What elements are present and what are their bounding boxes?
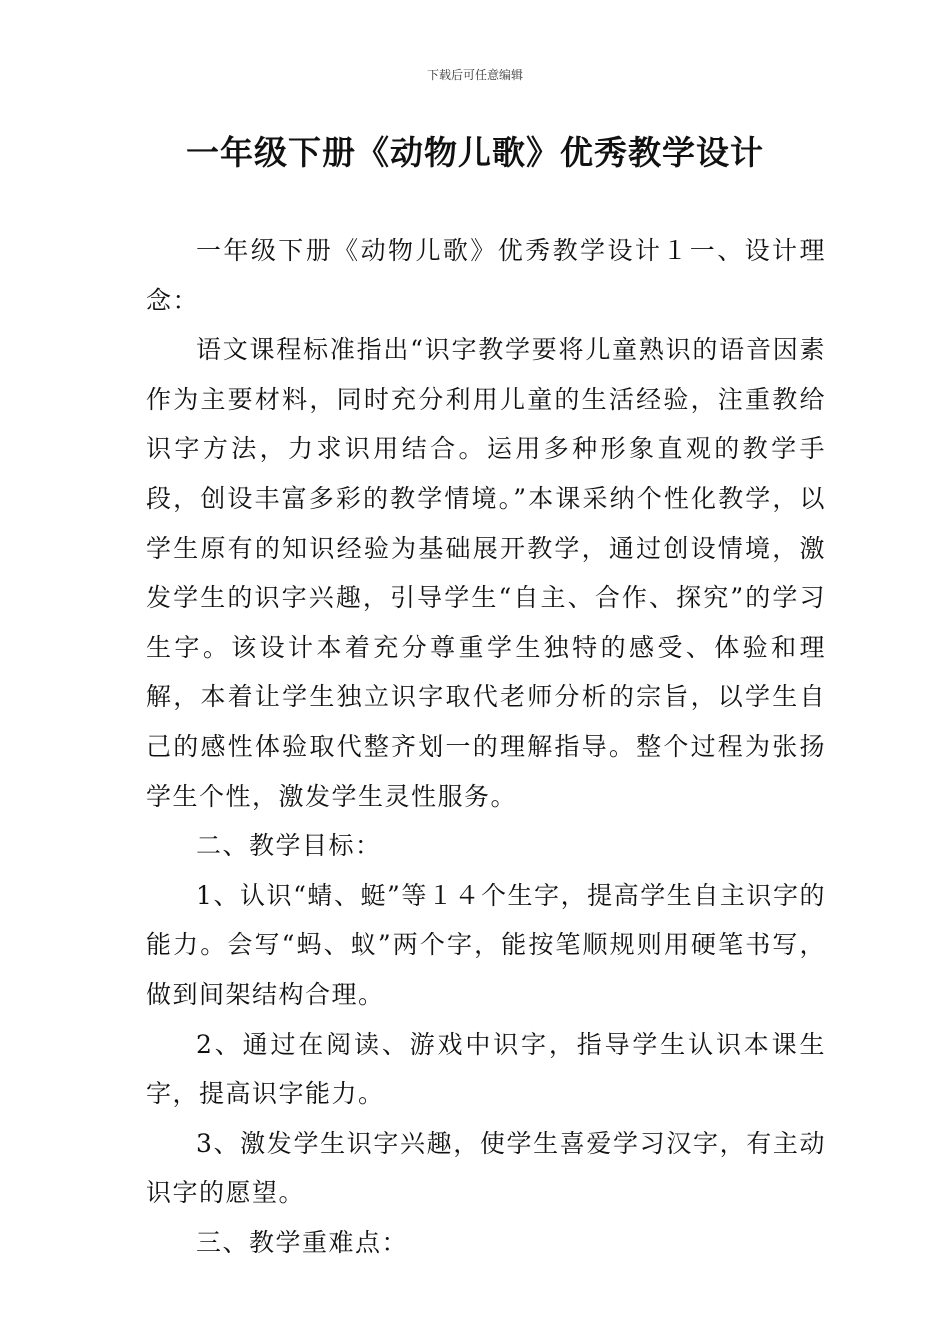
paragraph-intro: 一年级下册《动物儿歌》优秀教学设计１一、设计理念：	[146, 236, 826, 315]
page-header: 下载后可任意编辑	[426, 68, 523, 82]
section-heading-key-points: 三、教学重难点：	[196, 1227, 409, 1257]
paragraph-design-concept: 语文课程标准指出“识字教学要将儿童熟识的语音因素作为主要材料，同时充分利用儿童的生活经验，注重教给识字方法，力求识用结合。运用多种形象直观的教学手段，创设丰富多彩的教学情境。”本课采纳个性化教学，以学生原有的知识经验为基础展开教学，通过创设情境，激发学生的识字兴趣，引导学生“自主、合作、探究”的学习生字。该设计本着充分尊重学生独特的感受、体验和理解，本着让学生独立识字取代老师分析的宗旨，以学生自己的感性体验取代整齐划一的理解指导。整个过程为张扬学生个性，激发学生灵性服务。	[146, 335, 826, 811]
paragraph-goal-1: 1、认识“蜻、蜓”等１４个生字，提高学生自主识字的能力。会写“蚂、蚁”两个字，能按笔顺规则用硬笔书写，做到间架结构合理。	[146, 880, 826, 1009]
document-title: 一年级下册《动物儿歌》优秀教学设计	[186, 133, 764, 172]
paragraph-goal-3: 3、激发学生识字兴趣，使学生喜爱学习汉字，有主动识字的愿望。	[146, 1128, 826, 1208]
document-body	[146, 226, 826, 1267]
section-heading-goals: 二、教学目标：	[196, 831, 382, 861]
paragraph-goal-2: 2、通过在阅读、游戏中识字，指导学生认识本课生字，提高识字能力。	[146, 1029, 826, 1109]
